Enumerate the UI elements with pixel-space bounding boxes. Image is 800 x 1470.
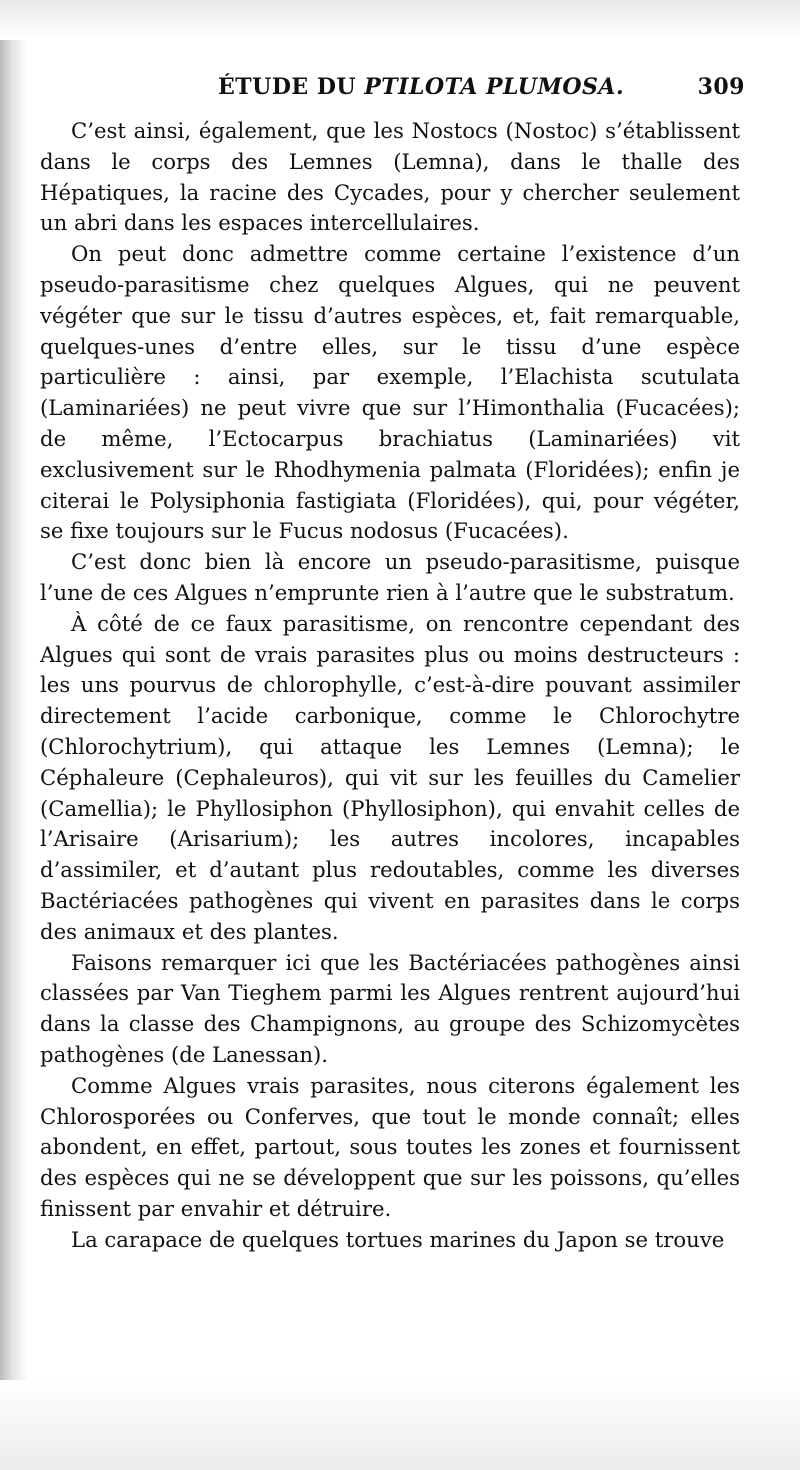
paragraph: Comme Algues vrais parasites, nous citerons également les Chlorosporées ou Conferves, que tout le monde connaît; elles abondent, en effet, partout, sous toutes les zones et fournissent des espèces qui ne se développent que sur les poissons, qu’elles finissent par envahir et détruire. [40,1072,740,1221]
paragraph: Faisons remarquer ici que les Bactériacées pathogènes ainsi classées par Van Tieghem parmi les Algues rentrent aujourd’hui dans la classe des Champignons, au groupe des Schizomycètes pathogènes (de Lanessan). [40,949,740,1067]
running-header [40,74,745,108]
body-text [40,116,740,1255]
running-title-prefix: ÉTUDE DU [218,74,365,100]
page-edge-shadow [0,0,28,1470]
running-title-italic: PTILOTA PLUMOSA. [364,74,625,100]
page-top-shadow [0,0,800,40]
page-number: 309 [697,74,745,100]
paragraph: C’est ainsi, également, que les Nostocs (Nostoc) s’établissent dans le corps des Lemnes (Lemna), dans le thalle des Hépatiques, la racine des Cycades, pour y chercher seulement un abri dans les espaces intercellulaires. [40,118,740,236]
paragraph: C’est donc bien là encore un pseudo-parasitisme, puisque l’une de ces Algues n’emprunte rien à l’autre que le substratum. [40,549,740,605]
paragraph: La carapace de quelques tortues marines du Japon se trouve [71,1226,725,1252]
running-title [218,74,624,100]
paragraph: On peut donc admettre comme certaine l’existence d’un pseudo-parasitisme chez quelques Algues, qui ne peuvent végéter que sur le tissu d’autres espèces, et, fait remarquable, quelques-unes d’entre elles, sur le tissu d’une espèce particulière : ainsi, par exemple, l’Elachista scutulata (Laminariées) ne peut vivre que sur l’Himonthalia (Fucacées); de même, l’Ectocarpus brachiatus (Laminariées) vit exclusivement sur le Rhodhymenia palmata (Floridées); enfin je citerai le Polysiphonia fastigiata (Floridées), qui, pour végéter, se fixe toujours sur le Fucus nodosus (Fucacées). [40,241,740,544]
paragraph: À côté de ce faux parasitisme, on rencontre cependant des Algues qui sont de vrais parasites plus ou moins destructeurs : les uns pourvus de chlorophylle, c’est-à-dire pouvant assimiler directement l’acide carbonique, comme le Chlorochytre (Chlorochytrium), qui attaque les Lemnes (Lemna); le Céphaleure (Cephaleuros), qui vit sur les feuilles du Camelier (Camellia); le Phyllosiphon (Phyllosiphon), qui envahit celles de l’Arisaire (Arisarium); les autres incolores, incapables d’assimiler, et d’autant plus redoutables, comme les diverses Bactériacées pathogènes qui vivent en parasites dans le corps des animaux et des plantes. [40,610,740,944]
page-bottom-shadow [0,1380,800,1470]
